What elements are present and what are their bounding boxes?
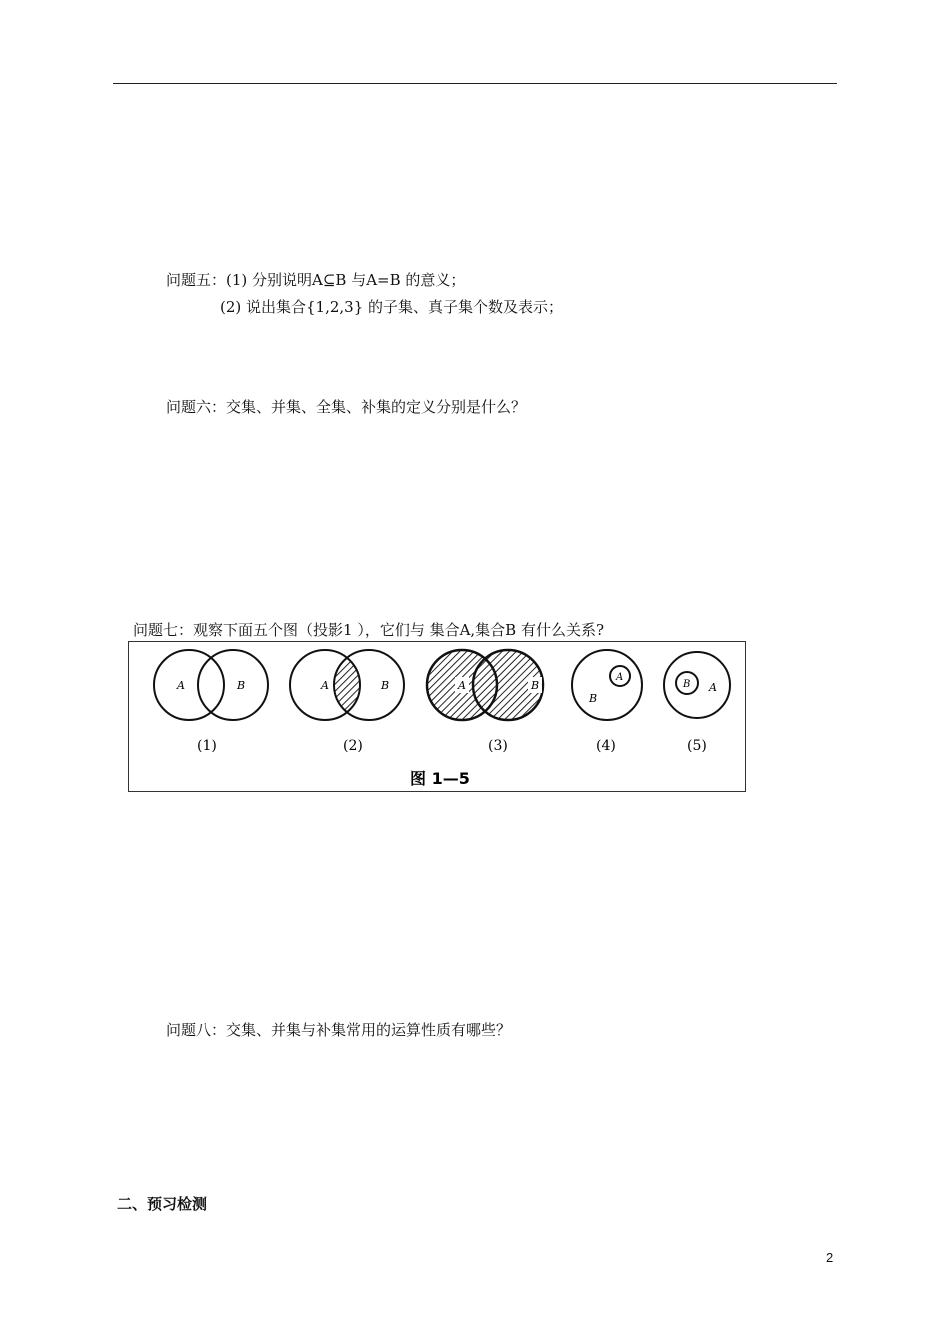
circle-b-1 [198, 650, 268, 720]
question-7: 问题七：观察下面五个图（投影1 ），它们与 集合A,集合B 有什么关系? [133, 621, 605, 639]
venn-diagrams-svg [129, 642, 747, 793]
header-rule [113, 83, 837, 84]
label-a-4: A [616, 672, 624, 683]
caption-1: (1) [197, 738, 217, 754]
venn-figure [128, 641, 746, 792]
question-5-part-2: (2) 说出集合{1,2,3} 的子集、真子集个数及表示； [220, 298, 564, 316]
caption-3: (3) [488, 738, 508, 754]
question-8: 问题八：交集、并集与补集常用的运算性质有哪些？ [166, 1021, 512, 1039]
venn-diagram-4 [572, 650, 642, 720]
label-a-3: A [458, 679, 466, 692]
label-b-1: B [237, 679, 246, 692]
section-heading-preview-test: 二、预习检测 [117, 1195, 208, 1213]
figure-title: 图 1—5 [410, 769, 470, 788]
caption-4: (4) [596, 738, 616, 754]
question-5-part-1: 问题五：(1) 分别说明A⊆B 与A=B 的意义； [166, 271, 466, 289]
venn-diagram-1 [154, 650, 268, 720]
page-number: 2 [826, 1250, 834, 1265]
caption-5: (5) [687, 738, 707, 754]
label-a-5: A [709, 681, 717, 694]
venn-diagram-5 [664, 652, 730, 718]
question-6: 问题六：交集、并集、全集、补集的定义分别是什么？ [166, 398, 527, 416]
circle-b-4 [572, 650, 642, 720]
label-a-1: A [177, 679, 185, 692]
label-b-5: B [683, 679, 691, 690]
label-b-3: B [531, 679, 540, 692]
circle-a-1 [154, 650, 224, 720]
label-a-2: A [321, 679, 329, 692]
venn-diagram-3 [427, 650, 543, 720]
caption-2: (2) [343, 738, 363, 754]
label-b-2: B [381, 679, 390, 692]
label-b-4: B [589, 692, 598, 705]
